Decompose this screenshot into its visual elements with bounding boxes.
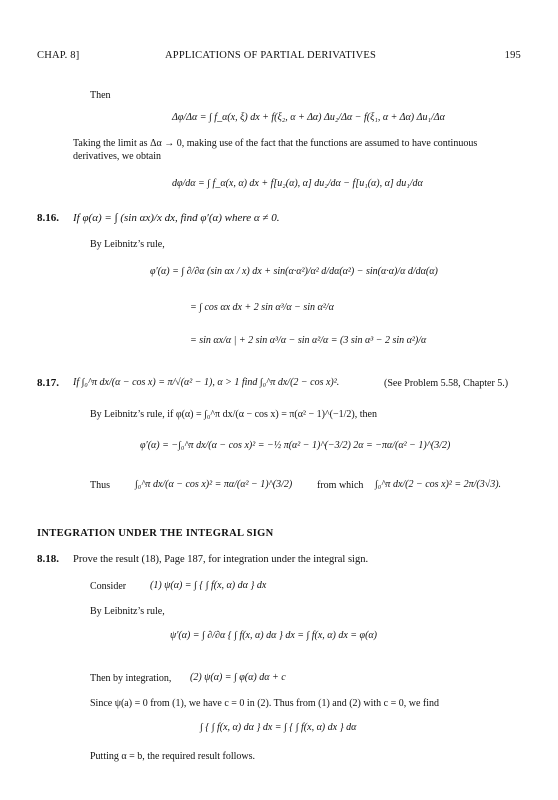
problem-816-line-3: = sin αx/α | + 2 sin α³/α − sin α²/α = (3 sin α³ − 2 sin α²)/α [190,335,427,346]
section-title: INTEGRATION UNDER THE INTEGRAL SIGN [37,528,274,539]
problem-817-statement: If ∫₀^π dx/(α − cos x) = π/√(α² − 1), α > 1 find ∫₀^π dx/(2 − cos x)². [73,377,340,388]
problem-818-eq-2: ψ′(α) = ∫ ∂/∂α { ∫ f(x, α) dα } dx = ∫ f(x, α) dx = φ(α) [170,630,377,641]
problem-817-rule: By Leibnitz’s rule, if φ(α) = ∫₀^π dx/(α − cos x) = π(α² − 1)^(−1/2), then [90,409,377,420]
leibnitz-rule-text: By Leibnitz’s rule, [90,239,165,250]
equation-delta-phi: Δφ/Δα = ∫ f_α(x, ξ) dx + f(ξ₂, α + Δα) Δu₂/Δα − f(ξ₁, α + Δα) Δu₁/Δα [172,112,445,123]
problem-818-rule: By Leibnitz’s rule, [90,606,165,617]
then-label: Then [90,90,111,101]
problem-817-reference: (See Problem 5.58, Chapter 5.) [384,378,509,389]
running-title: APPLICATIONS OF PARTIAL DERIVATIVES [165,50,377,61]
from-which-label: from which [317,480,364,491]
equation-dphi-dalpha: dφ/dα = ∫ f_α(x, α) dx + f[u₂(α), α] du₂/dα − f[u₁(α), α] du₁/dα [172,178,423,189]
problem-816-line-2: = ∫ cos αx dx + 2 sin α³/α − sin α²/α [190,302,334,313]
problem-818-eq-4: ∫ { ∫ f(x, α) dα } dx = ∫ { ∫ f(x, α) dx } dα [200,722,357,733]
problem-818-statement: Prove the result (18), Page 187, for integration under the integral sign. [73,554,369,565]
problem-817-result-1: ∫₀^π dx/(α − cos x)² = πα/(α² − 1)^(3/2) [135,479,293,490]
problem-818-eq-1: (1) ψ(α) = ∫ { ∫ f(x, α) dα } dx [150,580,267,591]
problem-817-derivative: φ′(α) = −∫₀^π dx/(α − cos x)² = −½ π(α² − 1)^(−3/2) 2α = −πα/(α² − 1)^(3/2) [140,440,451,451]
thus-label: Thus [90,480,110,491]
then-by-integration-label: Then by integration, [90,673,172,684]
consider-label: Consider [90,581,127,592]
problem-number-816: 8.16. [37,212,59,224]
problem-816-statement: If φ(α) = ∫ (sin αx)/x dx, find φ′(α) where α ≠ 0. [73,212,280,224]
problem-818-since: Since ψ(a) = 0 from (1), we have c = 0 in (2). Thus from (1) and (2) with c = 0, we find [90,698,440,709]
page-number: 195 [504,50,521,61]
problem-817-result-2: ∫₀^π dx/(2 − cos x)² = 2π/(3√3). [375,479,502,490]
limit-paragraph: Taking the limit as Δα → 0, making use of the fact that the functions are assumed to have continuous derivatives, we obtain [73,138,478,162]
chapter-label: CHAP. 8] [37,50,80,61]
problem-number-817: 8.17. [37,377,59,389]
problem-816-line-1: φ′(α) = ∫ ∂/∂α (sin αx / x) dx + sin(α·α²)/α² d/dα(α²) − sin(α·α)/α d/dα(α) [150,266,438,277]
problem-818-final: Putting α = b, the required result follows. [90,751,256,762]
problem-818-eq-3: (2) ψ(α) = ∫ φ(α) dα + c [190,672,286,683]
problem-number-818: 8.18. [37,553,59,565]
